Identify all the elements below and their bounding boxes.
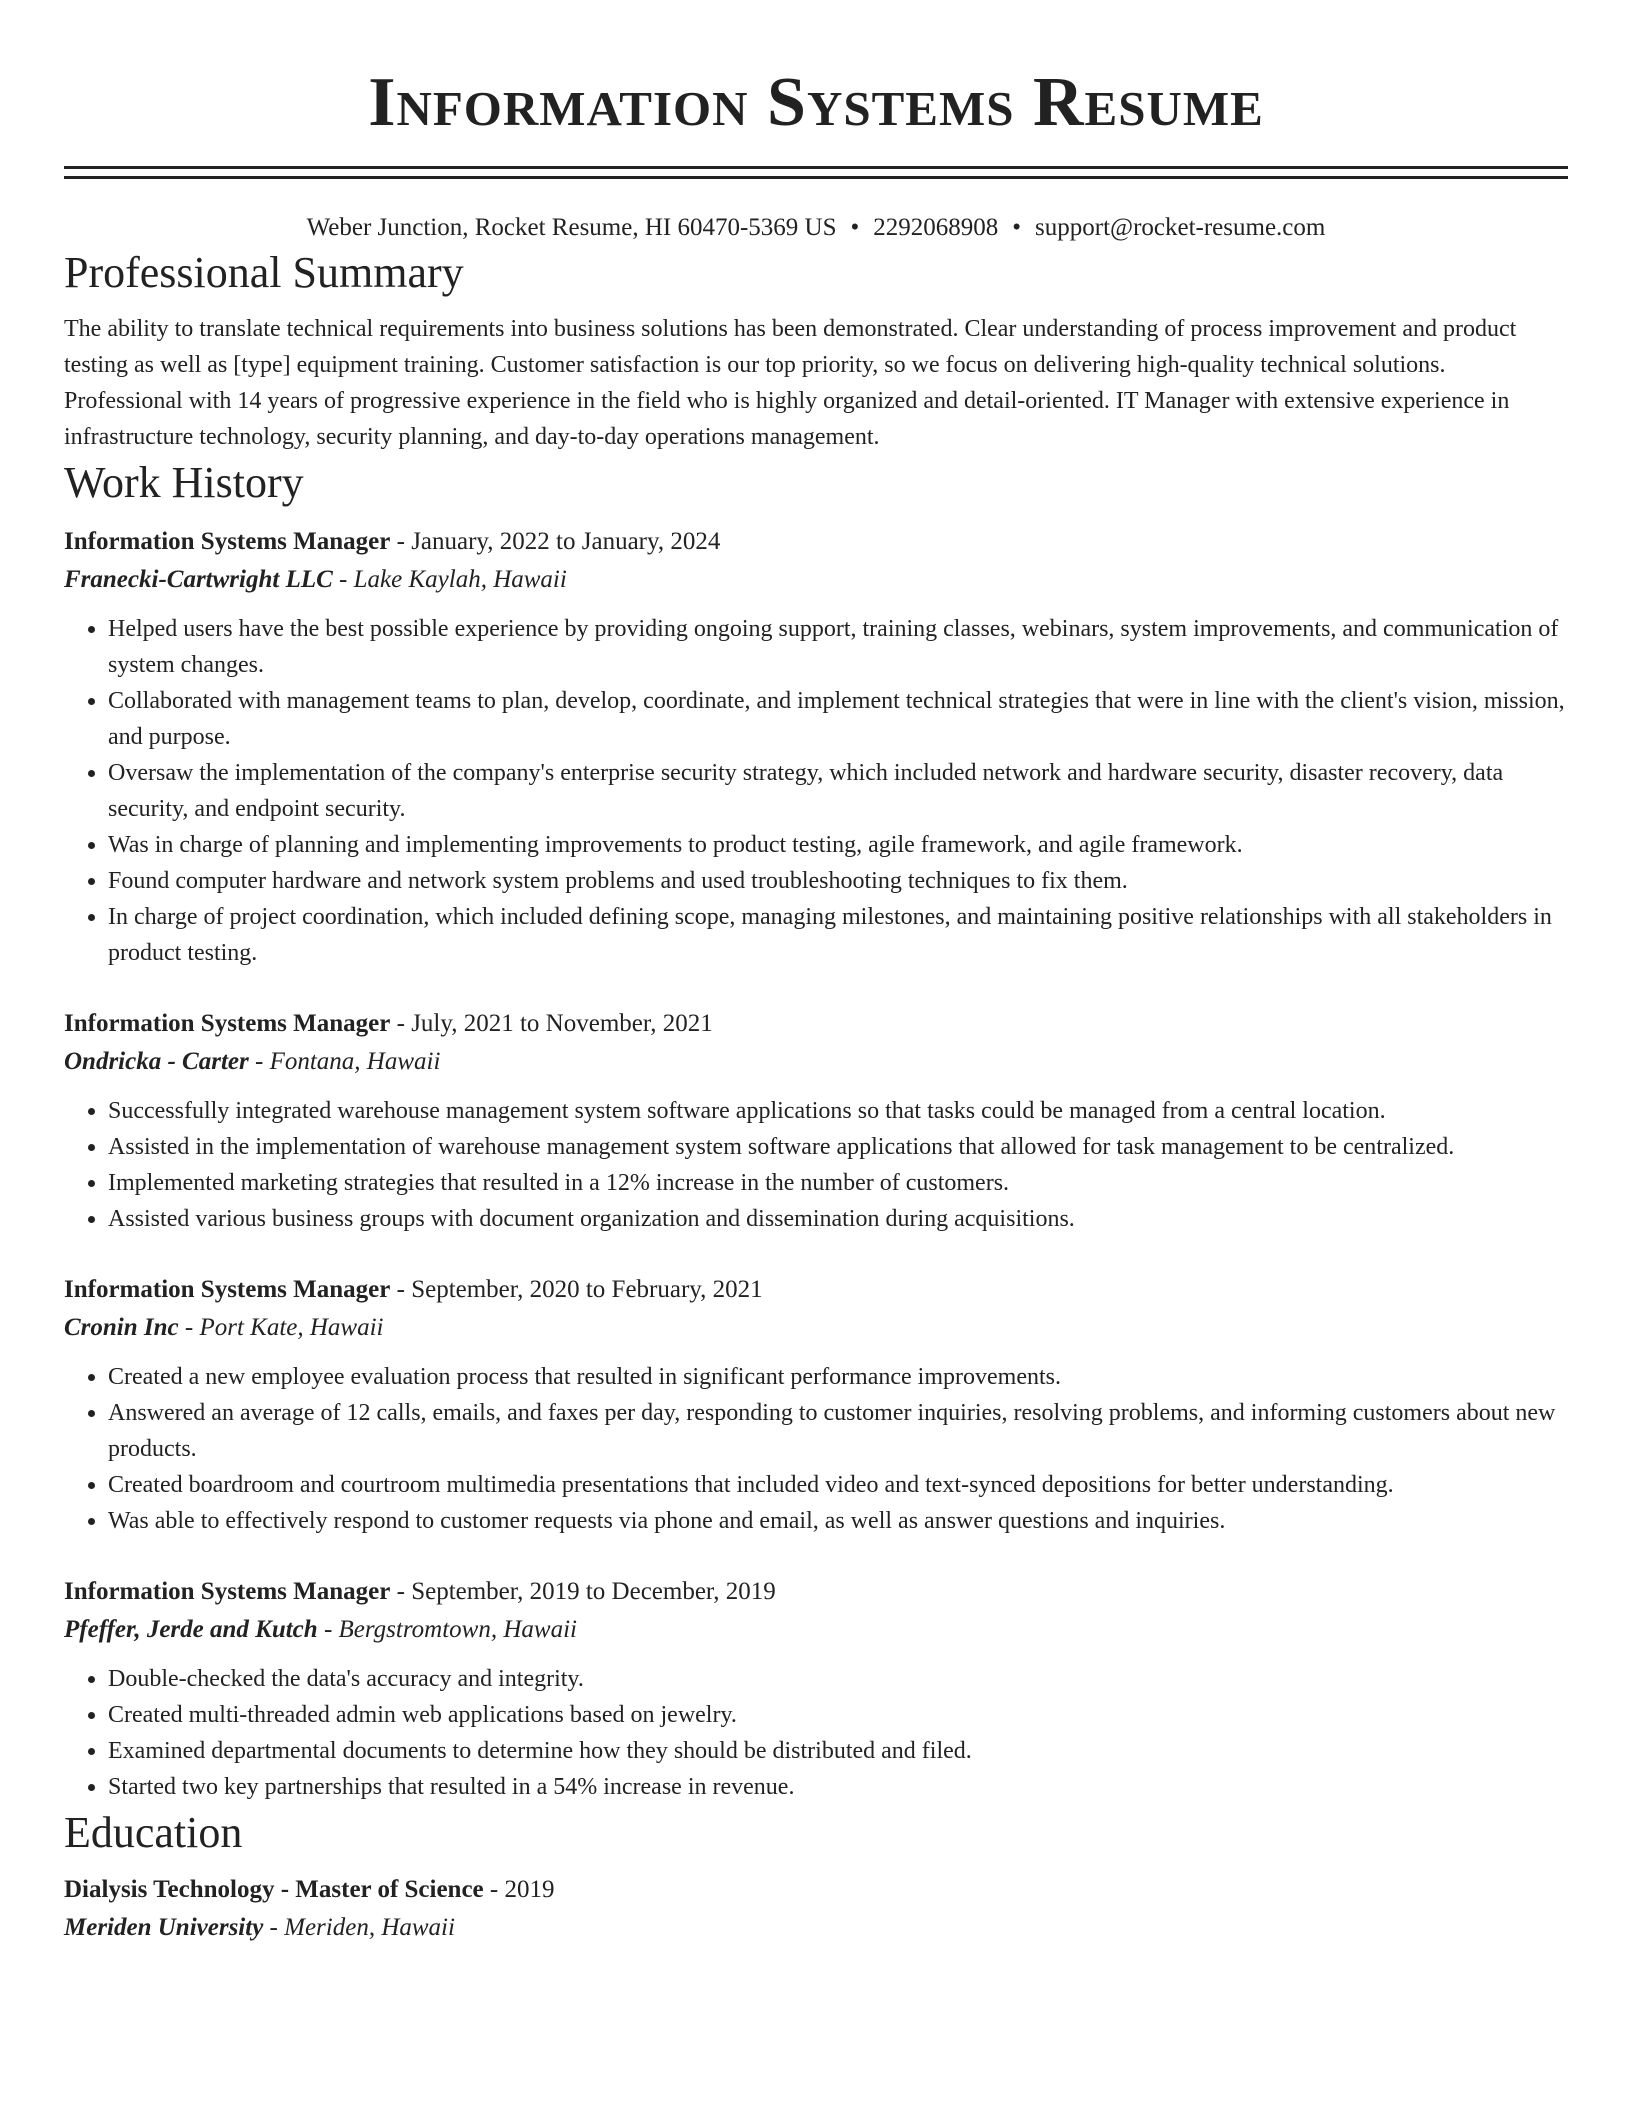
job-dates: July, 2021 to November, 2021 <box>411 1010 713 1037</box>
list-item: • Created multi-threaded admin web applications based on jewelry. <box>108 1697 1568 1733</box>
list-item: • Double-checked the data's accuracy and integrity. <box>108 1661 1568 1697</box>
job-title-line: Information Systems Manager - September, 2020 to February, 2021 <box>64 1276 763 1303</box>
list-item: • Successfully integrated warehouse management system software applications so that tasks could be managed from a central location. <box>108 1093 1568 1129</box>
job-entry <box>64 1005 1568 1237</box>
job-title: Information Systems Manager <box>64 1276 391 1303</box>
list-item: • Answered an average of 12 calls, emails, and faxes per day, responding to customer inquiries, resolving problems, and informing customers about new products. <box>108 1395 1568 1467</box>
company-location: Fontana, Hawaii <box>269 1048 441 1075</box>
contact-line <box>64 211 1568 245</box>
job-bullets <box>64 611 1568 971</box>
contact-address: Weber Junction, Rocket Resume, HI 60470-5369 US <box>306 214 837 241</box>
job-title: Information Systems Manager <box>64 528 391 555</box>
list-item: • Oversaw the implementation of the company's enterprise security strategy, which included network and hardware security, disaster recovery, data security, and endpoint security. <box>108 755 1568 827</box>
job-dates: September, 2020 to February, 2021 <box>411 1276 763 1303</box>
list-item: • Assisted in the implementation of warehouse management system software applications that allowed for task management to be centralized. <box>108 1129 1568 1165</box>
education-degree: Dialysis Technology - Master of Science <box>64 1876 484 1903</box>
list-item: • Created boardroom and courtroom multimedia presentations that included video and text-synced depositions for better understanding. <box>108 1467 1568 1503</box>
job-title-line: Information Systems Manager - July, 2021 to November, 2021 <box>64 1010 713 1037</box>
job-entry <box>64 1271 1568 1539</box>
title-rule-top <box>64 166 1568 169</box>
contact-separator: • <box>850 214 860 241</box>
job-title-line: Information Systems Manager - September, 2019 to December, 2019 <box>64 1578 776 1605</box>
job-entry <box>64 523 1568 971</box>
contact-phone: 2292068908 <box>873 214 999 241</box>
education-location: Meriden, Hawaii <box>284 1914 455 1941</box>
job-entry <box>64 1573 1568 1805</box>
summary-heading: Professional Summary <box>64 248 464 297</box>
list-item: • Implemented marketing strategies that resulted in a 12% increase in the number of customers. <box>108 1165 1568 1201</box>
job-bullets <box>64 1359 1568 1539</box>
work-history-heading: Work History <box>64 458 304 507</box>
education-school-line: Meriden University - Meriden, Hawaii <box>64 1914 455 1941</box>
list-item: • Assisted various business groups with document organization and dissemination during acquisitions. <box>108 1201 1568 1237</box>
company-location: Bergstromtown, Hawaii <box>338 1616 577 1643</box>
job-bullets <box>64 1661 1568 1805</box>
list-item: • Examined departmental documents to determine how they should be distributed and filed. <box>108 1733 1568 1769</box>
list-item: • Collaborated with management teams to plan, develop, coordinate, and implement technical strategies that were in line with the client's vision, mission, and purpose. <box>108 683 1568 755</box>
company-name: Cronin Inc <box>64 1314 179 1341</box>
education-degree-line: Dialysis Technology - Master of Science - 2019 <box>64 1876 555 1903</box>
list-item: • Found computer hardware and network system problems and used troubleshooting techniques to fix them. <box>108 863 1568 899</box>
company-line: Cronin Inc - Port Kate, Hawaii <box>64 1314 384 1341</box>
list-item: • Was able to effectively respond to customer requests via phone and email, as well as answer questions and inquiries. <box>108 1503 1568 1539</box>
company-location: Port Kate, Hawaii <box>199 1314 384 1341</box>
resume-title: Information Systems Resume <box>368 64 1264 141</box>
job-dates: September, 2019 to December, 2019 <box>411 1578 776 1605</box>
list-item: • In charge of project coordination, which included defining scope, managing milestones, and maintaining positive relationships with all stakeholders in product testing. <box>108 899 1568 971</box>
contact-separator: • <box>1012 214 1022 241</box>
company-name: Franecki-Cartwright LLC <box>64 566 333 593</box>
job-dates: January, 2022 to January, 2024 <box>411 528 721 555</box>
summary-text: The ability to translate technical requirements into business solutions has been demonstrated. Clear understanding of process improvement and product testing as well as [type] equipment training. Customer satisfaction is our top priority, so we focus on delivering high-quality technical solutions. Professional with 14 years of progressive experience in the field who is highly organized and detail-oriented. IT Manager with extensive experience in infrastructure technology, security planning, and day-to-day operations management. <box>64 316 1517 450</box>
company-line: Pfeffer, Jerde and Kutch - Bergstromtown, Hawaii <box>64 1616 577 1643</box>
job-title: Information Systems Manager <box>64 1010 391 1037</box>
job-bullets <box>64 1093 1568 1237</box>
title-rule-bottom <box>64 176 1568 179</box>
job-title-line: Information Systems Manager - January, 2022 to January, 2024 <box>64 528 721 555</box>
contact-email: support@rocket-resume.com <box>1035 214 1326 241</box>
list-item: • Started two key partnerships that resulted in a 54% increase in revenue. <box>108 1769 1568 1805</box>
company-location: Lake Kaylah, Hawaii <box>353 566 567 593</box>
list-item: • Helped users have the best possible experience by providing ongoing support, training classes, webinars, system improvements, and communication of system changes. <box>108 611 1568 683</box>
job-title: Information Systems Manager <box>64 1578 391 1605</box>
company-name: Ondricka - Carter <box>64 1048 249 1075</box>
list-item: • Created a new employee evaluation process that resulted in significant performance improvements. <box>108 1359 1568 1395</box>
company-name: Pfeffer, Jerde and Kutch <box>64 1616 318 1643</box>
education-heading: Education <box>64 1808 243 1857</box>
list-item: • Was in charge of planning and implementing improvements to product testing, agile framework, and agile framework. <box>108 827 1568 863</box>
company-line: Ondricka - Carter - Fontana, Hawaii <box>64 1048 441 1075</box>
company-line: Franecki-Cartwright LLC - Lake Kaylah, Hawaii <box>64 566 567 593</box>
education-year: 2019 <box>504 1876 555 1903</box>
education-school: Meriden University <box>64 1914 264 1941</box>
